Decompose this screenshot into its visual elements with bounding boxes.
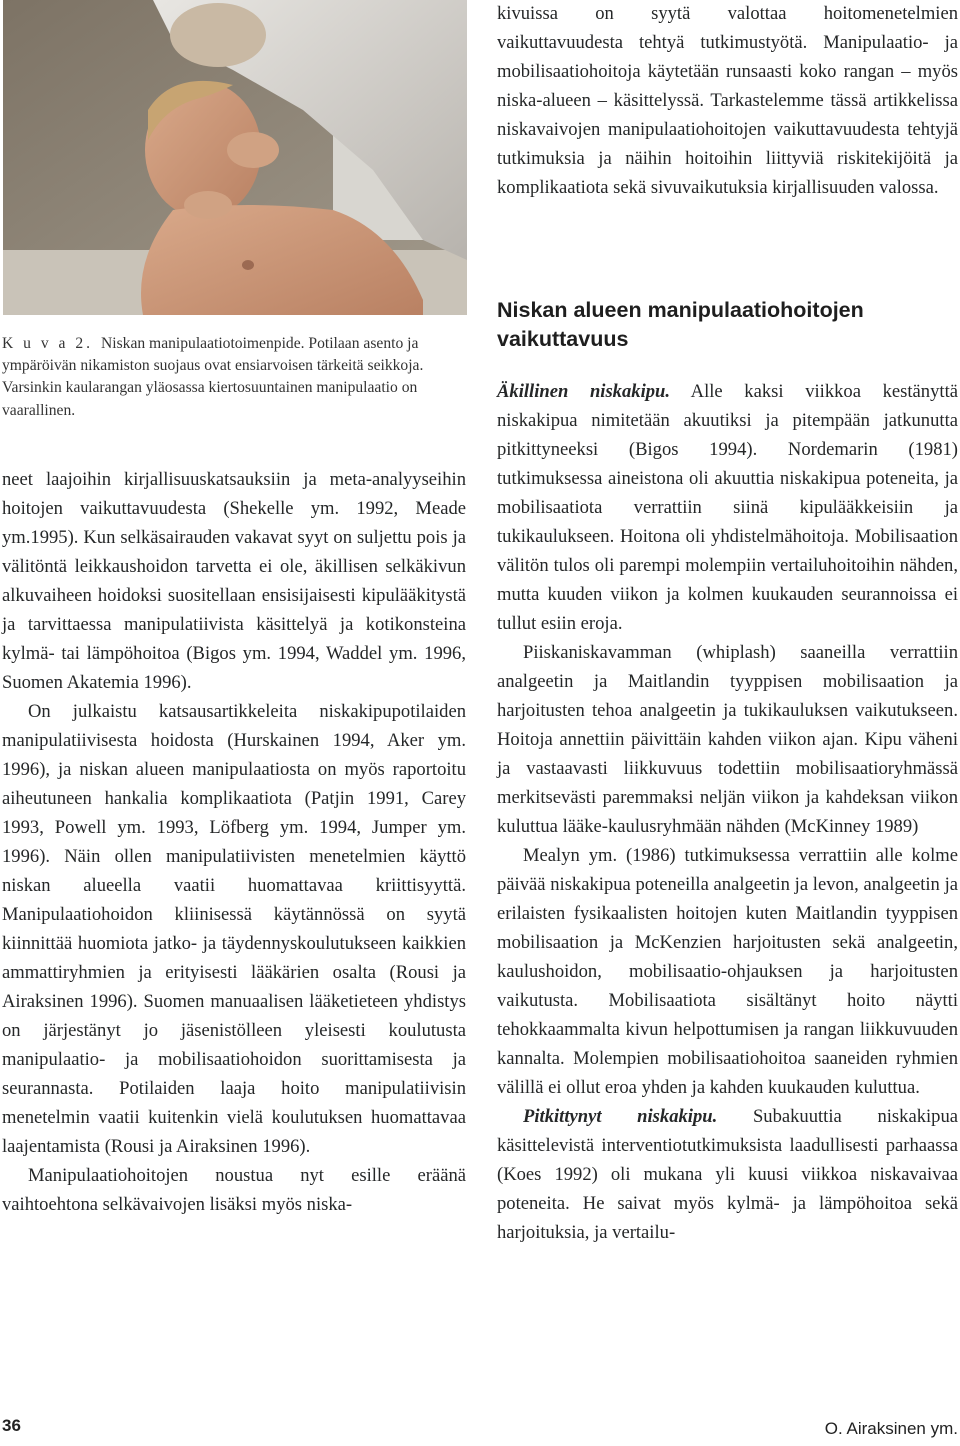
figure-photo <box>3 0 467 315</box>
figure-caption <box>2 333 466 422</box>
left-column <box>2 465 466 1219</box>
paragraph: kivuissa on syytä valottaa hoitomenetelmien vaikuttavuudesta tehtyä tutkimustyötä. Manipulaatio- ja mobilisaatiohoitoja käytetään runsaasti koko rangan – myös niska-alueen – käsittelyssä. Tarkastelemme tässä artikkelissa niskavaivojen manipulaatiohoitojen vaikuttavuudesta tehtyjä tutkimuksia ja näihin hoitoihin liittyviä riskitekijöitä ja komplikaatiota sekä sivuvaikutuksia kirjallisuuden valossa. <box>497 3 958 198</box>
page-number: 36 <box>2 1416 21 1435</box>
acute-text: Alle kaksi viikkoa kestänyttä niskakipua nimitetään akuutiksi ja pitempään jatkunutta pitkittyneeksi (Bigos 1994). Nordemarin (1981) tutkimuksessa aineistona oli akuuttia niskakipua poteneita, ja mobilisaatiota verrattiin siinä kipulääkkeisiin ja tukikaulukseen. Hoitona oli yhdistelmähoitoja. Mobilisaation välitön tulos oli parempi molempiin vertailuhoitoihin nähden, mutta kuuden viikon ja kolmen kuukauden seurannoissa ei tullut esiin eroja. <box>497 381 958 634</box>
section-heading: Niskan alueen manipulaatiohoitojen vaikuttavuus <box>497 298 864 351</box>
right-column-section <box>497 377 958 1247</box>
paragraph-acute <box>497 377 958 638</box>
subheading-acute: Äkillinen niskakipu. <box>497 381 671 402</box>
running-author: O. Airaksinen ym. <box>824 1419 958 1438</box>
paragraph: neet laajoihin kirjallisuuskatsauksiin ja meta-analyyseihin hoitojen vaikuttavuudesta (Shekelle ym. 1992, Meade ym.1995). Kun selkäsairauden vakavat syyt on suljettu pois ja välitöntä leikkaushoidon tarvetta ei ole, äkillisen selkäkivun alkuvaiheen hoidoksi suositellaan ensisijaisesti kipulääkitystä ja tarvittaessa manipulatiivista käsittelyä ja kotikonsteina kylmä- tai lämpöhoitoa (Bigos ym. 1994, Waddel ym. 1996, Suomen Akatemia 1996). <box>2 469 466 693</box>
paragraph: Manipulaatiohoitojen noustua nyt esille eräänä vaihtoehtona selkävaivojen lisäksi myös niska- <box>2 1165 466 1215</box>
figure-caption-label: K u v a 2. <box>2 335 94 352</box>
paragraph: Piiskaniskavamman (whiplash) saaneilla verrattiin analgeetin ja Maitlandin tyyppisen mobilisaation ja harjoitusten tehoa analgeetin ja tukikauluksen vaikutukseen. Hoitoja annettiin päivittäin kahden viikon ajan. Kipu väheni ja vastaavasti liikkuvuus todettiin mobilisaatioryhmässä merkitsevästi paremmaksi neljän viikon ja kahdeksan viikon kuluttua lääke-kaulusryhmään nähden (McKinney 1989) <box>497 642 958 837</box>
figure-caption-text: Niskan manipulaatiotoimenpide. Potilaan asento ja ympäröivän nikamiston suojaus ovat ensiarvoisen tärkeitä seikkoja. Varsinkin kaularangan yläosassa kiertosuuntainen manipulaatio on vaarallinen. <box>2 335 424 419</box>
chronic-text: Subakuuttia niskakipua käsittelevistä interventiotutkimuksista laadullisesti parhaassa (Koes 1992) oli mukana yli kuusi viikkoa niskavaivaa poteneita. He saivat myös kylmä- ja lämpöhoitoa sekä harjoituksia, ja vertailu- <box>497 1106 959 1243</box>
paragraph-chronic <box>497 1102 958 1247</box>
right-column-top <box>497 0 958 202</box>
paragraph: On julkaistu katsausartikkeleita niskakipupotilaiden manipulatiivisesta hoidosta (Hurskainen 1994, Aker ym. 1996), ja niskan alueen manipulaatiosta on myös raportoitu aiheutuneen hankalia komplikaatiota (Patjin 1991, Carey 1993, Powell ym. 1993, Löfberg ym. 1994, Jumper ym. 1996). Näin ollen manipulatiivisten menetelmien käyttö niskan alueella vaatii huomattavaa kriittisyyttä. Manipulaatiohoidon kliinisessä käytännössä on syytä kiinnittää huomiota jatko- ja täydennyskoulutukseen kaikkien ammattiryhmien ja erityisesti lääkärien osalta (Rousi ja Airaksinen 1996). Suomen manuaalisen lääketieteen yhdistys on järjestänyt jo jäsenistölleen yleisesti koulutusta manipulaatio- ja mobilisaatiohoidon suorittamisesta ja seurannasta. Potilaiden laaja hoito manipulatiivisin menetelmin vaatii kuitenkin vielä koulutuksen huomattavaa laajentamista (Rousi ja Airaksinen 1996). <box>2 701 466 1157</box>
paragraph: Mealyn ym. (1986) tutkimuksessa verrattiin alle kolme päivää niskakipua poteneilla analgeetin ja levon, analgeetin ja erilaisten fysikaalisten hoitojen kuten Maitlandin tyyppisen mobilisaation ja McKenzien harjoitusten sekä analgeetin, kaulushoidon, mobilisaatio-ohjauksen ja harjoitusten vaikutusta. Mobilisaatiota sisältänyt hoito näytti tehokkaammalta kivun helpottumisen ja rangan liikkuvuuden kannalta. Molempien mobilisaatiohoitoa saaneiden ryhmien välillä ei ollut eroa yhden ja kahden kuukauden kuluttua. <box>497 845 958 1098</box>
manipulation-photo-image <box>3 0 467 315</box>
subheading-chronic: Pitkittynyt niskakipu. <box>523 1106 718 1127</box>
